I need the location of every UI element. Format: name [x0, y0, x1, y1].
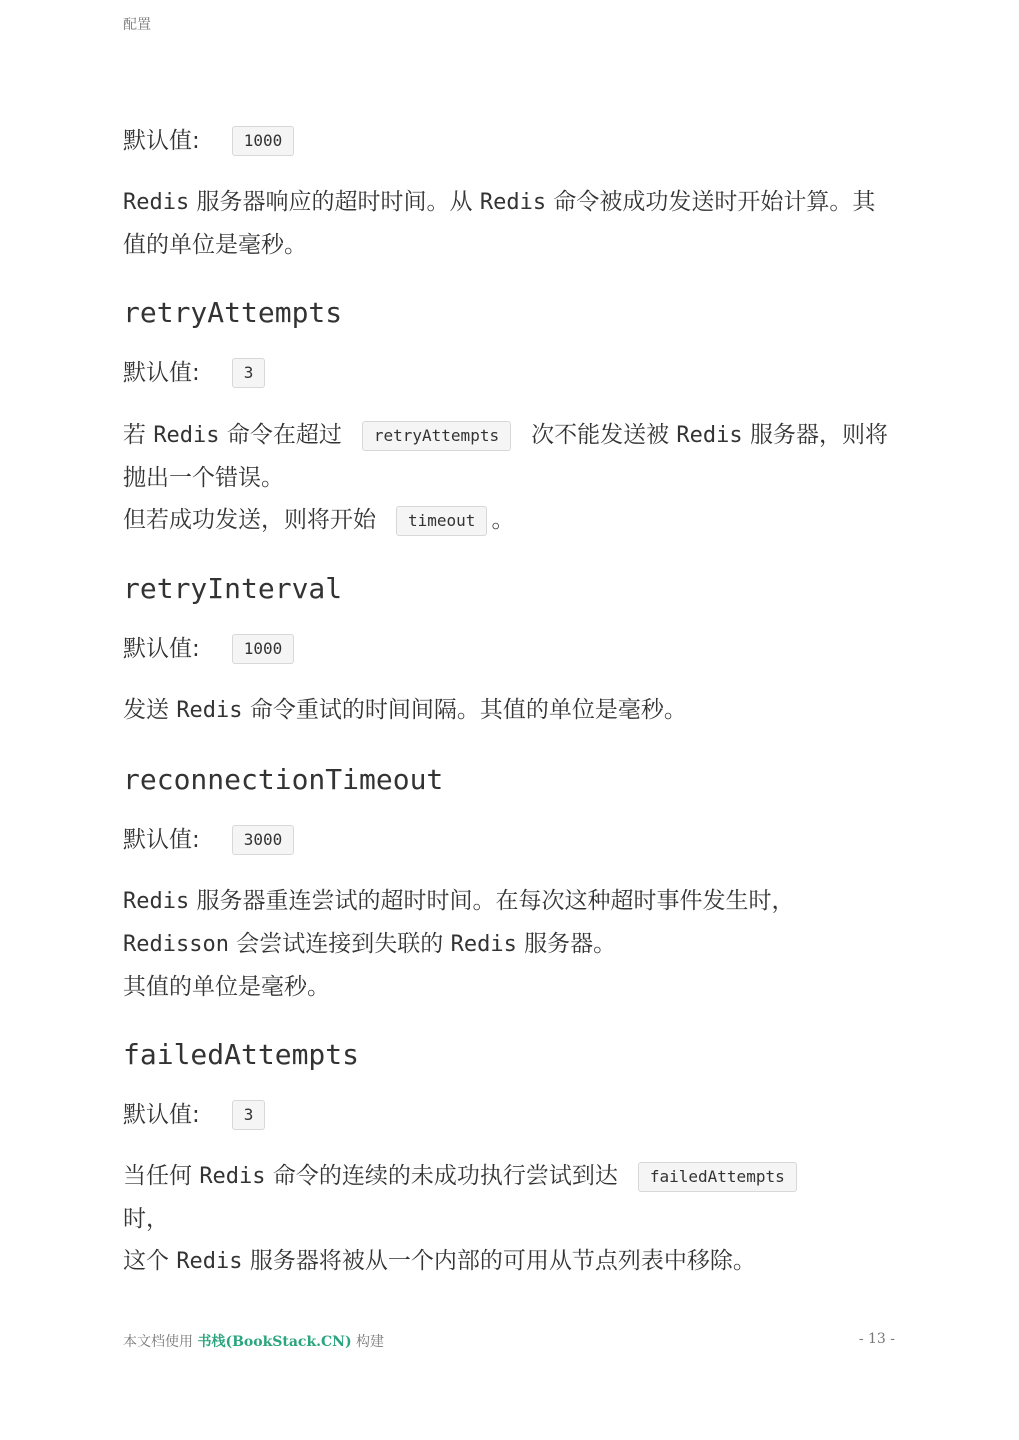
default-value: 1000	[232, 126, 295, 156]
text-segment: 次不能发送被	[531, 422, 677, 448]
inline-code: timeout	[396, 506, 487, 536]
retry-interval-section	[123, 571, 895, 607]
retry-interval-default	[123, 632, 895, 665]
timeout-default	[123, 124, 895, 157]
default-label: 默认值:	[123, 127, 200, 154]
text-segment: 。	[491, 507, 515, 533]
text-segment: 时，	[123, 1206, 169, 1232]
text-segment: 服务器响应的超时时间。从	[189, 189, 480, 215]
default-value: 3	[232, 358, 266, 388]
text-segment: Redis	[153, 423, 220, 448]
running-header: 配置	[123, 17, 151, 33]
text-segment: 命令被成功发送时开始计算。其值的单位是毫秒。	[123, 189, 876, 258]
text-segment: Redis	[450, 932, 517, 957]
text-segment: 发送	[123, 697, 177, 723]
failed-attempts-description	[123, 1155, 895, 1283]
inline-code: failedAttempts	[638, 1162, 797, 1192]
text-segment: 但若成功发送，则将开始	[123, 507, 376, 533]
default-label: 默认值:	[123, 1101, 200, 1128]
footer-brand-link[interactable]: 书栈(BookStack.CN)	[197, 1334, 352, 1350]
retry-attempts-section	[123, 295, 895, 331]
section-heading: reconnectionTimeout	[123, 763, 444, 796]
default-value: 3000	[232, 825, 295, 855]
text-segment: 服务器重连尝试的超时时间。在每次这种超时事件发生时，	[189, 888, 795, 914]
text-segment: 服务器将被从一个内部的可用从节点列表中移除。	[242, 1248, 756, 1274]
default-label: 默认值:	[123, 826, 200, 853]
default-label: 默认值:	[123, 359, 200, 386]
default-label: 默认值:	[123, 635, 200, 662]
timeout-description	[123, 181, 895, 266]
inline-code: retryAttempts	[362, 421, 511, 451]
text-segment: Redis	[176, 698, 243, 723]
retry-attempts-description	[123, 414, 895, 541]
text-segment: Redis	[479, 190, 547, 215]
text-segment: Redis	[123, 190, 190, 215]
section-heading: retryAttempts	[123, 296, 343, 329]
section-heading: retryInterval	[123, 572, 343, 605]
document-page	[123, 0, 895, 1440]
text-segment: 命令的连续的未成功执行尝试到达	[265, 1163, 618, 1189]
text-segment: Redisson	[123, 932, 229, 957]
reconnection-timeout-section	[123, 762, 895, 798]
text-segment: 命令在超过	[219, 422, 342, 448]
text-segment: 命令重试的时间间隔。其值的单位是毫秒。	[242, 697, 687, 723]
footer-prefix: 本文档使用	[123, 1334, 198, 1350]
failed-attempts-default	[123, 1098, 895, 1131]
reconnection-timeout-description	[123, 880, 895, 1008]
text-segment: 服务器，则将抛出一个错误。	[123, 422, 888, 491]
text-segment: 其值的单位是毫秒。	[123, 974, 330, 1000]
default-value: 1000	[232, 634, 295, 664]
failed-attempts-section	[123, 1037, 895, 1073]
section-heading: failedAttempts	[123, 1038, 360, 1071]
text-segment: 服务器。	[516, 931, 617, 957]
retry-attempts-default	[123, 356, 895, 389]
text-segment: Redis	[176, 1249, 243, 1274]
retry-interval-description	[123, 689, 895, 732]
reconnection-timeout-default	[123, 823, 895, 856]
text-segment: 会尝试连接到失联的	[228, 931, 451, 957]
page-number: - 13 -	[858, 1331, 895, 1347]
footer-suffix: 构建	[351, 1334, 385, 1350]
text-segment: Redis	[676, 423, 743, 448]
default-value: 3	[232, 1100, 266, 1130]
text-segment: Redis	[123, 889, 190, 914]
text-segment: 若	[123, 422, 154, 448]
text-segment: 这个	[123, 1248, 177, 1274]
text-segment: Redis	[199, 1164, 266, 1189]
text-segment: 当任何	[123, 1163, 200, 1189]
page-footer	[123, 1331, 895, 1351]
